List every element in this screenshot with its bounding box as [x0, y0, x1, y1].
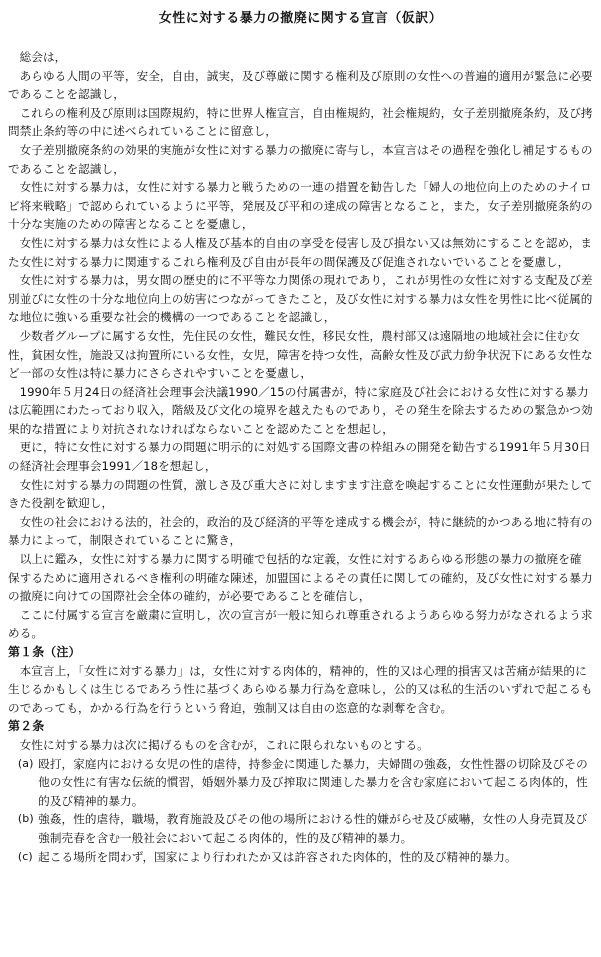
- preamble-paragraph: 女性の社会における法的，社会的，政治的及び経済的平等を達成する機会が，特に継続的かつある地に特有の暴力によって，制限されていることに驚き，: [8, 514, 593, 548]
- preamble-paragraph: あらゆる人間の平等，安全，自由，誠実，及び尊厳に関する権利及び原則の女性への普遍的適用が緊急に必要であることを認識し，: [8, 68, 593, 102]
- preamble-paragraph: 女性に対する暴力は女性による人権及び基本的自由の享受を侵害し及び損ない又は無効にすることを認め，また女性に対する暴力に関連するこれら権利及び自由が長年の間保護及び促進されないでいることを憂慮し，: [8, 235, 593, 269]
- document-body: [8, 48, 593, 866]
- article-2-item-c: [8, 848, 593, 867]
- preamble-paragraph: 1990年５月24日の経済社会理事会決議1990／15の付属書が，特に家庭及び社会における女性に対する暴力は広範囲にわたっており収入，階級及び文化の境界を越えたものであり，その発生を除去するための緊急かつ効果的な措置により対抗されなければならないことを認めたことを想起し，: [8, 384, 593, 436]
- preamble-paragraph: 更に，特に女性に対する暴力の問題に明示的に対処する国際文書の枠組みの開発を勧告する1991年５月30日の経済社会理事会1991／18を想起し，: [8, 440, 591, 474]
- item-marker: (b): [17, 812, 34, 826]
- preamble-paragraph: 女子差別撤廃条約の効果的実施が女性に対する暴力の撤廃に寄与し，本宣言はその過程を強化し補足するものであることを認識し，: [8, 142, 593, 176]
- preamble-paragraph: 女性に対する暴力は，女性に対する暴力と戦うための一連の措置を勧告した「婦人の地位向上のためのナイロビ将来戦略」で認められているように平等，発展及び平和の達成の障害となること，また，女子差別撤廃条約の十分な実施のための障害となることを憂慮し，: [8, 180, 593, 232]
- item-marker: (c): [17, 849, 33, 863]
- article-2-item-a: [8, 755, 593, 811]
- preamble-paragraph: 女性に対する暴力の問題の性質，激しさ及び重大さに対しますます注意を喚起することに女性運動が果たしてきた役割を歓迎し，: [8, 477, 593, 511]
- preamble-paragraph: 総会は，: [19, 50, 67, 64]
- preamble-paragraph: ここに付属する宣言を厳粛に宣明し，次の宣言が一般に知られ尊重されるようあらゆる努力がなされるよう求める。: [8, 607, 593, 641]
- preamble-paragraph: 少数者グループに属する女性，先住民の女性，難民女性，移民女性，農村部又は遠隔地の地域社会に住む女性，貧困女性，施設又は拘置所にいる女性，女児，障害を持つ女性，高齢女性及び武力紛争状況下にある女性など一部の女性は特に暴力にさらされやすいことを憂慮し，: [8, 328, 593, 381]
- item-text: 強姦，性的虐待，職場，教育施設及びその他の場所における性的嫌がらせ及び威嚇，女性の人身売買及び強制売春を含む一般社会において起こる肉体的，性的及び精神的暴力。: [38, 812, 588, 845]
- article-2-intro: 女性に対する暴力は次に掲げるものを含むが，これに限られないものとする。: [19, 737, 429, 752]
- item-text: 殴打，家庭内における女児の性的虐待，持参金に関連した暴力，夫婦間の強姦，女性性器の切除及びその他の女性に有害な伝統的慣習，婚姻外暴力及び搾取に関連した暴力を含む家庭において起こる肉体的，性的及び精神的暴力。: [38, 756, 588, 808]
- article-1-heading: 第１条（注）: [8, 645, 81, 659]
- item-marker: (a): [17, 756, 34, 770]
- article-2-item-b: [8, 810, 593, 847]
- article-2-heading: 第２条: [8, 719, 45, 734]
- document-title: 女性に対する暴力の撤廃に関する宣言（仮訳）: [158, 11, 443, 26]
- item-text: 起こる場所を問わず，国家により行われたか又は許容された肉体的，性的及び精神的暴力。: [38, 849, 517, 864]
- preamble-paragraph: 以上に鑑み，女性に対する暴力に関する明確で包括的な定義，女性に対するあらゆる形態の暴力の撤廃を確保するために適用されるべき権利の明確な陳述，加盟国によるその責任に関しての確約，及び女性に対する暴力の撤廃に向けての国際社会全体の確約，が必要であることを確信し，: [8, 552, 593, 604]
- article-1-text: 本宣言上，「女性に対する暴力」は，女性に対する肉体的，精神的，性的又は心理的損害又は苦痛が結果的に生じるかもしくは生じるであろう性に基づくあらゆる暴力行為を意味し，公的又は私的生活のいずれで起こるものであっても，かかる行為を行うという脅迫，強制又は自由の恣意的な剥奪を含む。: [8, 663, 593, 715]
- preamble-paragraph: これらの権利及び原則は国際規約，特に世界人権宣言，自由権規約，社会権規約，女子差別撤廃条約，及び拷問禁止条約等の中に述べられていることに留意し，: [8, 105, 593, 139]
- preamble-paragraph: 女性に対する暴力は，男女間の歴史的に不平等な力関係の現れであり，これが男性の女性に対する支配及び差別並びに女性の十分な地位向上の妨害につながってきたこと，及び女性に対する暴力は女性を男性に比べ従属的な地位に強いる重要な社会的機構の一つであることを認識し，: [8, 273, 593, 325]
